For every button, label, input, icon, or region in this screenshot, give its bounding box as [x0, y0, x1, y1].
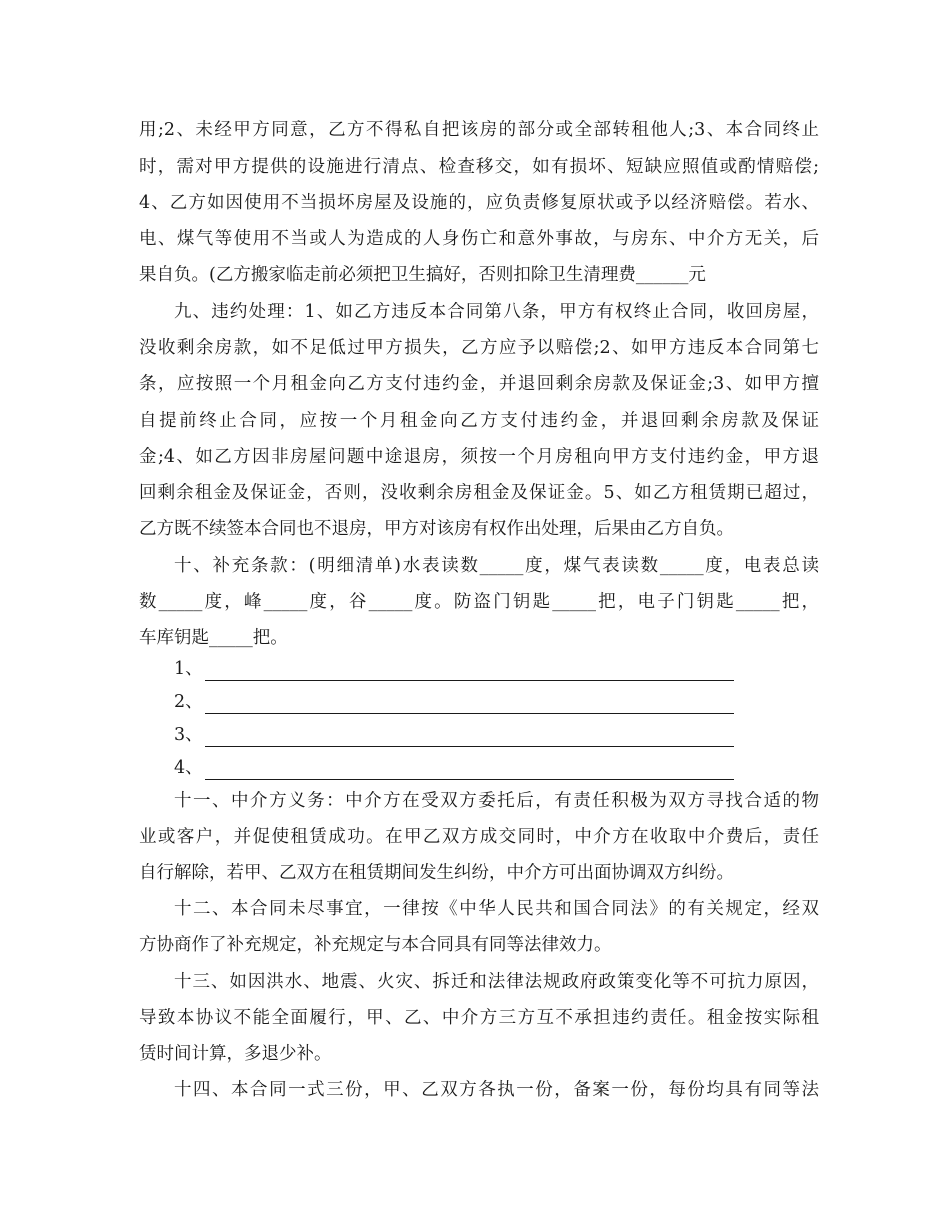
text-line: 赁时间计算，多退少补。: [139, 1044, 332, 1064]
blank-underline: [205, 664, 734, 681]
list-item: [174, 756, 734, 780]
text-line: 金;4、如乙方因非房屋问题中途退房，须按一个月房租向甲方支付违约金，甲方退: [139, 447, 819, 467]
list-number: 1、: [174, 659, 203, 679]
list-number: 4、: [174, 758, 203, 778]
text-line: 乙方既不续签本合同也不退房，甲方对该房有权作出处理，后果由乙方自负。: [139, 519, 734, 539]
clause-twelve-heading: 十二、本合同未尽事宜，一律按《中华人民共和国合同法》的有关规定，经双: [174, 899, 819, 919]
text-line: 导致本协议不能全面履行，甲、乙、中介方三方互不承担违约责任。租金按实际租: [139, 1008, 819, 1028]
text-line: 条，应按照一个月租金向乙方支付违约金，并退回剩余房款及保证金;3、如甲方擅: [139, 374, 819, 394]
text-line: 果自负。(乙方搬家临走前必须把卫生搞好，否则扣除卫生清理费______元: [139, 265, 706, 285]
text-line: 没收剩余房款，如不足低过甲方损失，乙方应予以赔偿;2、如甲方违反本合同第七: [139, 338, 819, 358]
clause-eleven-heading: 十一、中介方义务：中介方在受双方委托后，有责任积极为双方寻找合适的物: [174, 791, 819, 811]
text-line: 自提前终止合同，应按一个月租金向乙方支付违约金，并退回剩余房款及保证: [139, 411, 819, 431]
text-line: 车库钥匙_____把。: [139, 628, 288, 648]
list-item: [174, 690, 734, 714]
clause-thirteen-heading: 十三、如因洪水、地震、火灾、拆迁和法律法规政府政策变化等不可抗力原因，: [174, 972, 819, 992]
text-line: 时，需对甲方提供的设施进行清点、检查移交，如有损坏、短缺应照值或酌情赔偿;: [139, 157, 819, 177]
clause-fourteen-heading: 十四、本合同一式三份，甲、乙双方各执一份，备案一份，每份均具有同等法: [174, 1080, 819, 1100]
blank-underline: [205, 730, 734, 747]
clause-ten-heading: 十、补充条款：(明细清单)水表读数_____度，煤气表读数_____度，电表总读: [174, 556, 819, 576]
text-line: 方协商作了补充规定，补充规定与本合同具有同等法律效力。: [139, 935, 612, 955]
text-line: 回剩余租金及保证金，否则，没收剩余房租金及保证金。5、如乙方租赁期已超过，: [139, 483, 819, 503]
text-line: 业或客户，并促使租赁成功。在甲乙双方成交同时，中介方在收取中介费后，责任: [139, 827, 819, 847]
text-line: 自行解除，若甲、乙双方在租赁期间发生纠纷，中介方可出面协调双方纠纷。: [139, 863, 734, 883]
list-number: 2、: [174, 692, 203, 712]
clause-nine-heading: 九、违约处理：1、如乙方违反本合同第八条，甲方有权终止合同，收回房屋，: [174, 302, 819, 322]
blank-underline: [205, 697, 734, 714]
list-item: [174, 723, 734, 747]
text-line: 电、煤气等使用不当或人为造成的人身伤亡和意外事故，与房东、中介方无关，后: [139, 229, 819, 249]
list-item: [174, 657, 734, 681]
text-line: 数_____度，峰_____度，谷_____度。防盗门钥匙_____把，电子门钥匙_____把，: [139, 592, 819, 612]
text-line: 4、乙方如因使用不当损坏房屋及设施的，应负责修复原状或予以经济赔偿。若水、: [139, 193, 819, 213]
text-line: 用;2、未经甲方同意，乙方不得私自把该房的部分或全部转租他人;3、本合同终止: [139, 120, 819, 140]
blank-underline: [205, 763, 734, 780]
list-number: 3、: [174, 725, 203, 745]
